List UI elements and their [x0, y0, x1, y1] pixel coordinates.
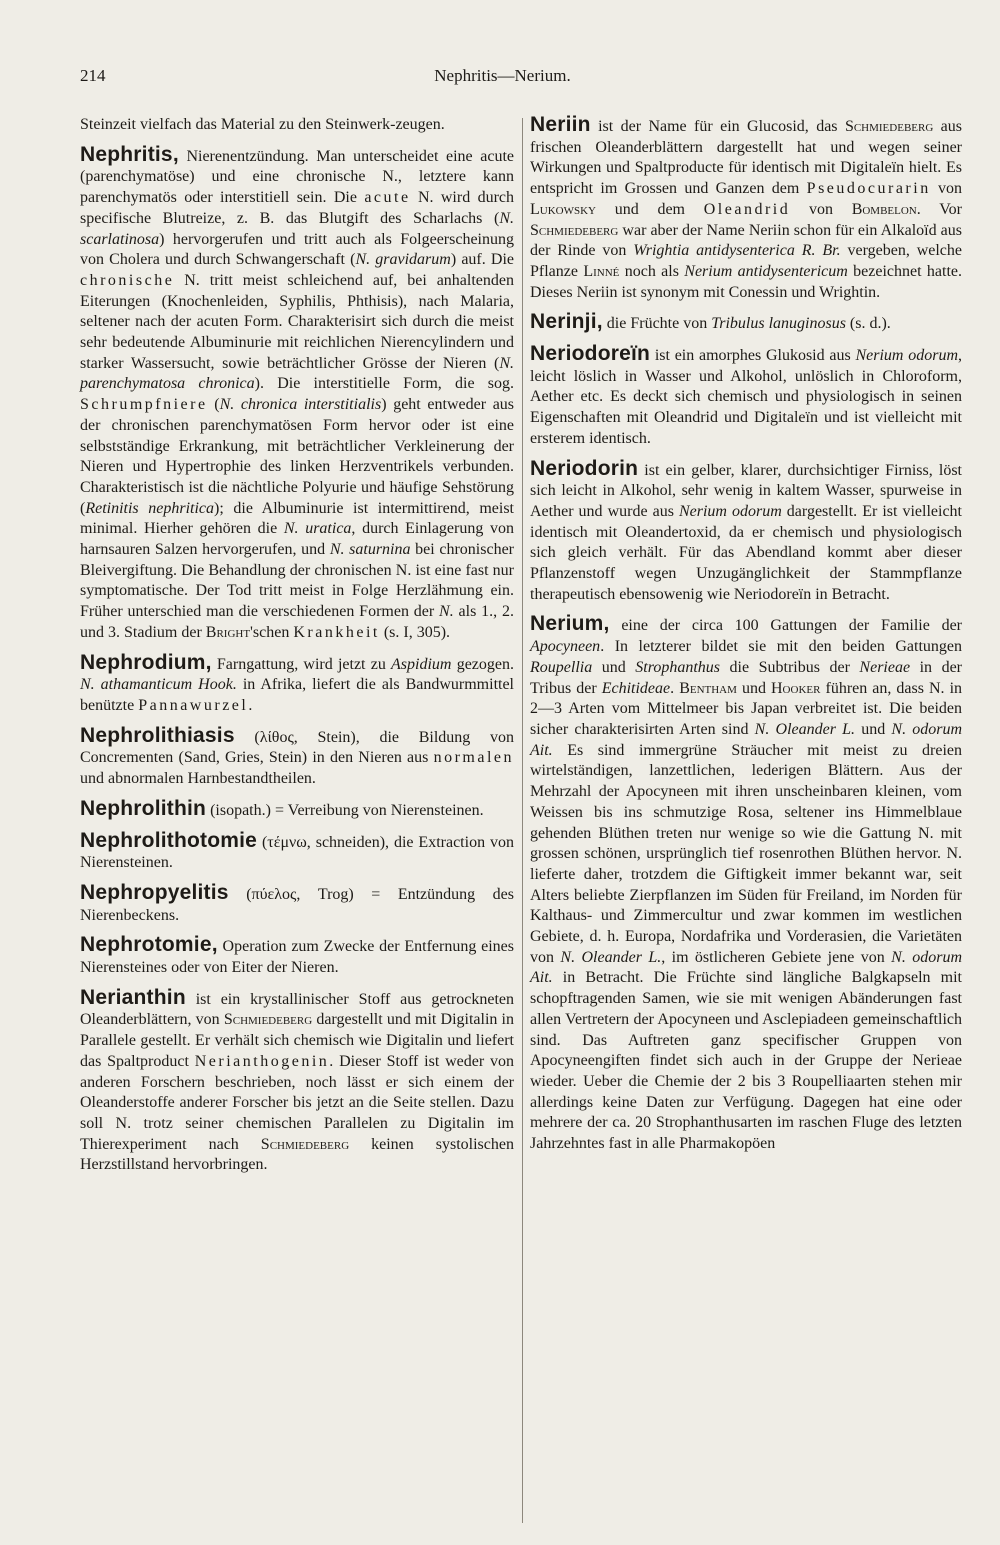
entry-neriin [530, 115, 962, 303]
entry-text: N. tritt meist schleichend auf, bei anhaltenden Eiterungen (Knochenleiden, Syphilis, Phthisis), nach Malaria, seltener nach der acuten Form. Charakterisirt sich durch die meist sehr bedeutende Albuminurie mit reichlichen Nierencylindern und starker Wassersucht, sowie beträchtlicher Grösse der Nieren ( [80, 271, 514, 372]
italic-term: N. [439, 603, 454, 621]
entry-text: dargestellt. Er ist vielleicht identisch mit Oleandertoxid, da er chemisch und physiologisch sich gleich verhält. Für das Abendland kommt aber dieser Pflanzenstoff wegen Unzugänglichkeit der Stammpflanze therapeutisch ebensowenig wie Neriodoreïn in Betracht. [530, 502, 963, 603]
entry-text: 'schen [250, 623, 294, 641]
entry-text: (isopath.) = Verreibung von Nierensteinen. [206, 801, 484, 819]
entry-text: . [670, 679, 680, 697]
entry-text: ) hervorgerufen und tritt auch als Folgeerscheinung von Cholera und durch Schwangerschaft ( [80, 230, 514, 269]
page-header [80, 66, 955, 90]
italic-term: N. Oleander L. [560, 948, 662, 966]
headword: Neriodoreïn [530, 342, 651, 366]
entry-text: ist der Name für ein Glucosid, das [590, 118, 845, 135]
entry-text: , leicht löslich in Wasser und Alkohol, unlöslich in Chloroform, Aether etc. Es deckt sich chemisch und physiologisch in seinen Eigenschaften mit Oleandrid und Digitaleïn und ist vielleicht mit ersterem identisch. [530, 347, 963, 447]
italic-term: N. odorum Ait. [530, 948, 962, 987]
entry-text: (λίθος, Stein), die Bildung von Concrementen (Sand, Gries, Stein) in den Nieren aus [80, 728, 514, 767]
entry-text: aus frischen Oleanderblättern dargestellt hat und wegen seiner Wirkungen und Spaltproducte für identisch mit Digitaleïn hielt. Es entspricht im Grossen und Ganzen dem [530, 118, 963, 198]
headword: Nephrolithiasis [80, 723, 235, 747]
spaced-term: Schrumpfniere [80, 396, 208, 414]
italic-term: Aspidium [391, 655, 452, 673]
entry-text: N. wird durch specifische Blutreize, z. B. das Blutgift des Scharlachs ( [80, 189, 514, 227]
entry-text: ist ein krystallinischer Stoff aus getrockneten Oleanderblättern, von [80, 990, 514, 1029]
italic-term: Retinitis nephritica [85, 499, 215, 517]
headword: Neriodorin [530, 456, 639, 480]
entry-text: . Dieser Stoff ist weder von anderen Forschern beschrieben, noch lässt er sich einem der Oleanderstoffe anderer Forscher bis jetzt an die Seite stellen. Dazu soll N. trotz seiner chemischen Parallelen zu Digitalin im Thierexperiment nach [80, 1052, 515, 1153]
entry-nephrolithiasis [80, 723, 514, 790]
entry-nephrolithotomie [80, 828, 514, 874]
italic-term: N. uratica [283, 520, 352, 538]
small-caps-name: Schmiedeberg [530, 221, 619, 239]
entry-text: . Vor [916, 200, 963, 218]
entry-nephropyelitis [80, 880, 514, 926]
headword: Nephritis, [80, 142, 179, 166]
entry-nephrolithin [80, 796, 514, 822]
entry-text: (τέμνω, schneiden), die Extraction von Nierensteinen. [80, 833, 514, 872]
entry-text: , im östlicheren Gebiete jene von [661, 948, 892, 966]
headword: Nerianthin [80, 985, 186, 1009]
entry-text: gezogen. [451, 655, 514, 673]
entry-text: die Subtribus der [720, 658, 860, 676]
spaced-term: chronische [80, 271, 175, 289]
entry-text: in Afrika, liefert die als Bandwurmmittel benützte [80, 676, 515, 714]
entry-text: . In letzterer bildet sie mit den beiden Gattungen [600, 638, 962, 656]
column-rule [522, 118, 523, 1523]
italic-term: Wrightia antidysenterica R. Br. [633, 242, 841, 260]
headword: Nephropyelitis [80, 880, 229, 904]
small-caps-name: Hooker [771, 679, 821, 697]
italic-term: Nerium odorum [855, 347, 959, 365]
entry-text: Nierenentzündung. Man unterscheidet eine acute (parenchymatöse) und eine chronische N., letztere kann parenchymatös oder interstitiell sein. Die [80, 147, 514, 207]
italic-term: Roupellia [530, 658, 593, 676]
left-column [80, 115, 514, 1176]
entry-text: eine der circa 100 Gattungen der Familie der [609, 617, 962, 635]
entry-text: in der Tribus der [530, 658, 962, 697]
running-title: Nephritis—Nerium. [434, 66, 571, 85]
small-caps-name: Lukowsky [530, 200, 596, 218]
headword: Nephrolithin [80, 796, 207, 820]
italic-term: Apocyneen [530, 638, 601, 656]
entry-text: führen an, dass N. in 2—3 Arten vom Mittelmeer bis Japan verbreitet ist. Die beiden sicher charakterisirten Arten sind [530, 679, 963, 738]
spaced-term: normalen [433, 749, 514, 767]
entry-text: und abnormalen Harnbestandtheilen. [80, 770, 316, 788]
entry-text: ist ein amorphes Glukosid aus [650, 347, 856, 365]
entry-text: von [930, 180, 963, 198]
entry-text: vergeben, welche Pflanze [530, 242, 962, 280]
italic-term: Nerium odorum [678, 502, 782, 520]
spaced-term: Oleandrid [703, 200, 791, 218]
entry-text: und [592, 658, 636, 676]
italic-term: N. Oleander L. [754, 720, 856, 738]
entry-text: ) geht entweder aus der chronischen parenchymatösen Form hervor oder ist eine selbstständige Erkrankung, mit beträchtlicher Verkleinerung der Nieren und Hypertrophie des linken Herzventrikels verbunden. Charakteristisch ist die nächtliche Polyurie und häufige Sehstörung ( [80, 396, 515, 517]
entry-text: ) auf. Die [450, 251, 515, 269]
entry-text: noch als [619, 262, 685, 280]
italic-term: N. gravidarum [355, 251, 451, 269]
entry-text: und [855, 720, 892, 738]
page-number: 214 [80, 66, 106, 85]
italic-term: Nerium antidysentericum [684, 262, 848, 280]
spaced-term: Krankheit [293, 623, 380, 641]
entry-text: Steinzeit vielfach das Material zu den Steinwerk-zeugen. [80, 116, 445, 133]
headword: Nephrolithotomie [80, 828, 258, 852]
entry-text: keinen systolischen Herzstillstand hervorbringen. [80, 1135, 514, 1174]
headword: Nephrotomie, [80, 933, 218, 957]
headword: Nerinji, [530, 310, 603, 334]
spaced-term: Pseudocurarin [806, 180, 931, 198]
entry-text: (πύελος, Trog) = Entzündung des Nierenbeckens. [80, 885, 514, 924]
entry-nephritis [80, 142, 515, 644]
entry-text: bei chronischer Bleivergiftung. Die Behandlung der chronischen N. ist eine fast nur symptomatische. Der Tod tritt meist in Folge Herzlähmung ein. Früher unterschied man die verschiedenen Formen der [80, 541, 515, 621]
entry-text: ist ein gelber, klarer, durchsichtiger Firniss, löst sich leicht in Alkohol, sehr wenig in kaltem Wasser, spurweise in Aether und wurde aus [530, 461, 962, 520]
entry-text: . [248, 696, 253, 714]
entry-nerium [530, 614, 962, 1154]
entry-text: bezeichnet hatte. Dieses Neriin ist synonym mit Conessin und Wrightin. [530, 262, 963, 301]
entry-text: war aber der Name Neriin schon für ein Alkaloïd aus der Rinde von [530, 221, 962, 260]
entry-text: Es sind immergrüne Sträucher mit meist zu dreien wirtelständigen, lanzettlichen, lederigen Blättern. Aus der Mehrzahl der Apocyneen mit ihren unscheinbaren kleinen, vom Weissen bis ins schmutzige Rosa, seltener ins Himmelblaue gehenden Blüthen treten nur wenige so wie die Gattung N. mit grossen schönen, ursprünglich tief rosenrothen Blüthen hervor. N. lieferte daher, trotzdem die Giftigkeit immer bekannt war, seit Alters beliebte Zierpflanzen im Süden für Freiland, im Norden für Kalthaus- und Zimmercultur und zwar kommen im westlichen Gebiete, d. h. Europa, Nordafrika und Vorderasien, die Varietäten von [530, 741, 962, 966]
entry-text: ); die Albuminurie ist intermittirend, meist minimal. Hierher gehören die [80, 499, 514, 538]
small-caps-name: Schmiedeberg [260, 1135, 350, 1153]
entry-nerianthin [80, 985, 515, 1176]
small-caps-name: Schmiedeberg [223, 1011, 313, 1029]
entry-text: in Betracht. Die Früchte sind längliche Balgkapseln mit schopftragenden Samen, wie sie mit wenigen Abänderungen fast allen Vertretern der Apocyneen und Asclepiadeen gemeinschaftlich sind. Das Auftreten ganz specifischer Gruppen von Apocyneengiften findet sich auch in der Gruppe der Nerieae wieder. Ueber die Chemie der 2 bis 3 Roupelliaarten stehen mir allerdings keine Daten zur Verfügung. Dagegen hat eine oder mehrere der ca. 20 Strophanthusarten im raschen Fluge des letzten Jahrzehntes fast in alle Pharmakopöen [530, 969, 962, 1153]
entry-text: dargestellt und mit Digitalin in Parallele gestellt. Er verhält sich chemisch wie Digitalin und liefert das Spaltproduct [80, 1011, 515, 1070]
entry-text: die Früchte von [602, 315, 712, 333]
small-caps-name: Linné [583, 262, 620, 280]
entry-text: und dem [596, 200, 704, 218]
small-caps-name: Bentham [679, 679, 737, 697]
spaced-term: Nerianthogenin [194, 1052, 330, 1070]
spaced-term: acute [364, 189, 411, 207]
entry-text: von [790, 200, 852, 218]
entry-nerinji [530, 312, 962, 335]
italic-term: Tribulus lanuginosus [711, 315, 846, 333]
entry-text: Farngattung, wird jetzt zu [211, 655, 392, 673]
entry-text: ( [207, 396, 220, 414]
entry-text: als 1., 2. und 3. Stadium der [80, 603, 514, 641]
entry-nephrotomie [80, 935, 514, 978]
italic-term: N. athamanticum Hook. [80, 676, 237, 694]
entry-neriodorin [530, 456, 963, 606]
italic-term: N. odorum Ait. [530, 720, 963, 759]
entry-text: (s. I, 305). [379, 623, 451, 641]
entry-text: , durch Einlagerung von harnsauren Salzen hervorgerufen, und [80, 520, 515, 559]
entry-continuation [80, 115, 514, 136]
italic-term: N. scarlatinosa [80, 209, 514, 248]
entry-nephrodium [80, 650, 515, 717]
entry-neriodorein [530, 344, 962, 450]
italic-term: N. chronica interstitialis [219, 396, 382, 414]
right-column [530, 115, 962, 1155]
entry-text: (s. d.). [845, 315, 891, 333]
entry-text: und [736, 679, 771, 697]
entry-text: Operation zum Zwecke der Entfernung eines Nierensteines oder von Eiter der Nieren. [80, 938, 514, 977]
entry-text: ). Die interstitielle Form, die sog. [254, 375, 514, 393]
headword: Nephrodium, [80, 650, 212, 674]
small-caps-name: Bombelon [851, 200, 917, 218]
italic-term: Nerieae [859, 658, 911, 676]
italic-term: N. saturnina [329, 541, 411, 559]
small-caps-name: Bright [205, 623, 251, 641]
italic-term: Echitideae [601, 679, 671, 697]
italic-term: Strophanthus [635, 658, 721, 676]
headword: Neriin [530, 113, 591, 136]
headword: Nerium, [530, 612, 610, 636]
italic-term: N. parenchymatosa chronica [80, 354, 514, 393]
small-caps-name: Schmiedeberg [844, 118, 934, 135]
spaced-term: Pannawurzel [138, 696, 249, 714]
